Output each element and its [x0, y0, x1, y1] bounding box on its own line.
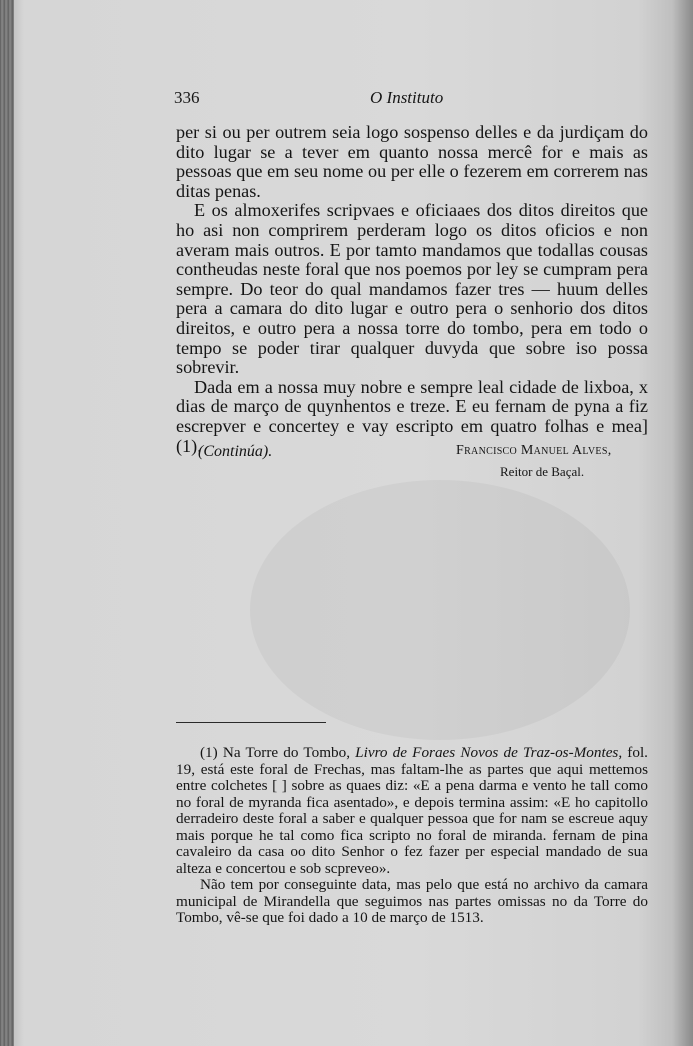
signature-block: [176, 443, 648, 491]
page-number: 336: [174, 88, 200, 107]
footnote-1-lead: (1) Na Torre do Tombo,: [200, 744, 356, 761]
continua-note: (Continúa).: [198, 443, 273, 460]
author-name: Francisco Manuel Alves,: [456, 443, 612, 458]
main-text: [176, 123, 648, 456]
footnote-1-book-title: Livro de Foraes Novos de Traz-os-Montes: [355, 744, 619, 761]
paragraph-1: per si ou per outrem seia logo sospenso delles e da jurdiçam do dito lugar se a tever em quanto nossa mercê for e mais as pessoas que em seu nome ou per elle o fezerem em correrem nas ditas penas.: [176, 122, 648, 201]
paragraph-3: Dada em a nossa muy nobre e sempre leal cidade de lixboa, x dias de março de quynhentos e treze. E eu fernam de pyna a fiz escrepver e concertey e vay escripto em quatro folhas e mea] (1).: [176, 376, 648, 456]
footnote-1-rest: , fol. 19, está este foral de Frechas, mas faltam-lhe as partes que aqui mettemos entre colchetes [ ] sobre as quaes diz: «E a pena darma e vento he tall como no foral de myranda fica asentado», e depois termina assim: «E ho capitollo derradeiro deste foral a saber e qualquer pessoa que for nam se escreue aquy mais porque he tal como fica scripto no foral de miranda. fernam de pina cavaleiro da casa oo dito Senhor o fez fazer per especial mandado de sua alteza e concertou e sob scpreveo».: [176, 744, 648, 877]
footnote-1: [176, 745, 648, 877]
page-header: [174, 88, 650, 110]
footnote: [176, 745, 648, 927]
footnote-2: Não tem por conseguinte data, mas pelo que está no archivo da camara municipal de Mirandella que seguimos nas partes omissas no da Torre do Tombo, vê-se que foi dado a 10 de março de 1513.: [176, 876, 648, 926]
footnote-separator: [176, 722, 326, 723]
book-binding-edge: [0, 0, 14, 1046]
paragraph-2: E os almoxerifes scripvaes e oficiaaes dos ditos direitos que ho asi non comprirem perderam logo os ditos oficios e non averam mais outros. E por tamto mandamos que todallas cousas contheudas neste foral que nos poemos por ley se cumpram pera sempre. Do teor do qual mandamos fazer tres — huum delles pera a camara do dito lugar e outro pera o senhorio dos ditos direitos, e outro pera a nossa torre do tombo, pera em todo o tempo se poder tirar qualquer duvyda que sobre iso possa sobrevir.: [176, 200, 648, 378]
running-title: O Instituto: [370, 88, 444, 107]
show-through-shadow: [250, 480, 630, 740]
author-role: Reitor de Baçal.: [500, 464, 585, 479]
